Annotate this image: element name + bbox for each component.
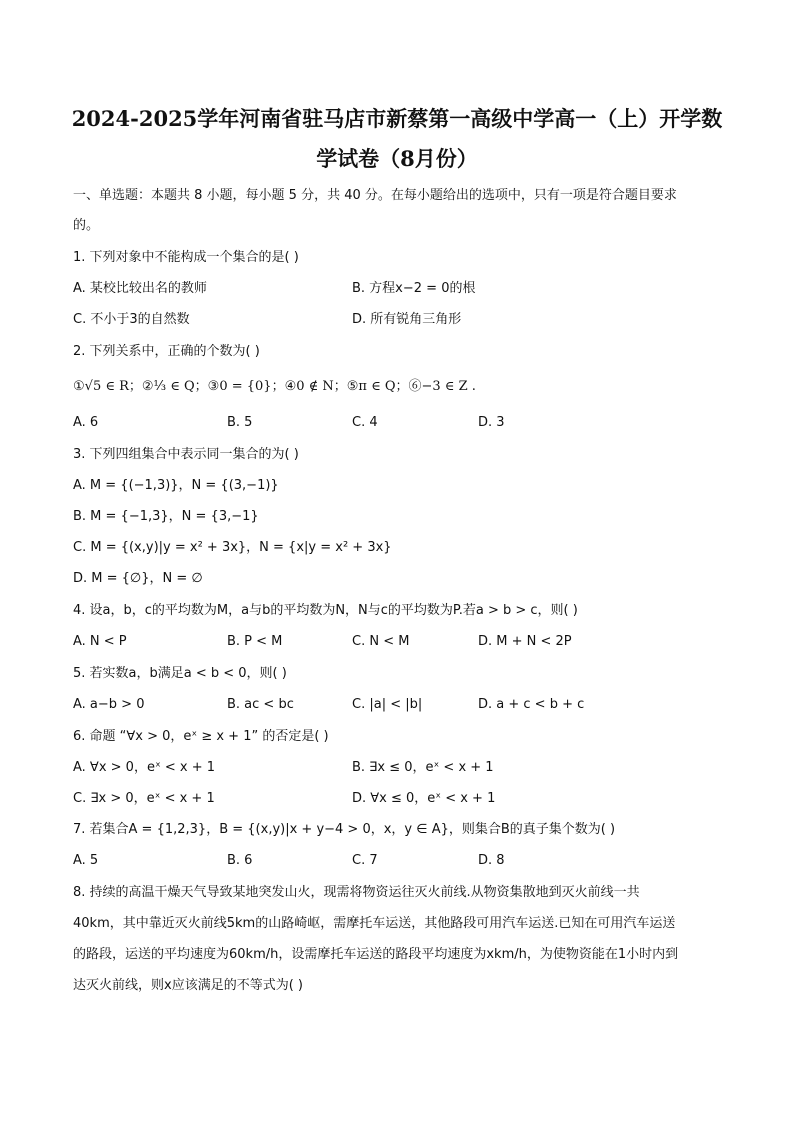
question-7-stem: 7. 若集合A = {1,2,3}，B = {(x,y)|x + y−4 > 0，x，y ∈ A}，则集合B的真子集个数为( ) bbox=[73, 822, 616, 837]
question-5-option-c: C. |a| < |b| bbox=[352, 697, 423, 712]
question-4-option-a: A. N < P bbox=[73, 634, 127, 649]
question-1-stem: 1. 下列对象中不能构成一个集合的是( ) bbox=[73, 250, 299, 265]
question-4-option-c: C. N < M bbox=[352, 634, 410, 649]
question-3-stem: 3. 下列四组集合中表示同一集合的为( ) bbox=[73, 447, 299, 462]
question-1-option-d: D. 所有锐角三角形 bbox=[352, 312, 462, 327]
question-2-option-a: A. 6 bbox=[73, 415, 99, 430]
question-6-option-d: D. ∀x ≤ 0，eˣ < x + 1 bbox=[352, 791, 496, 806]
question-1-option-a: A. 某校比较出名的教师 bbox=[73, 281, 207, 296]
question-7-option-c: C. 7 bbox=[352, 853, 378, 868]
question-1-option-c: C. 不小于3的自然数 bbox=[73, 312, 190, 327]
question-5-stem: 5. 若实数a，b满足a < b < 0，则( ) bbox=[73, 666, 287, 681]
section-instructions-line-2: 的。 bbox=[73, 218, 100, 233]
question-2-stem: 2. 下列关系中，正确的个数为( ) bbox=[73, 344, 260, 359]
question-2-option-d: D. 3 bbox=[478, 415, 505, 430]
question-3-option-b: B. M = {−1,3}，N = {3,−1} bbox=[73, 509, 259, 524]
question-2-statements: ①√5 ∈ R；②⅓ ∈ Q；③0 = {0}；④0 ∉ N；⑤π ∈ Q；⑥−3 ∈ Z . bbox=[73, 379, 476, 394]
question-7-option-a: A. 5 bbox=[73, 853, 99, 868]
question-7-option-d: D. 8 bbox=[478, 853, 505, 868]
question-8-line-2: 40km，其中靠近灭火前线5km的山路崎岖，需摩托车运送，其他路段可用汽车运送.已知在可用汽车运送 bbox=[73, 916, 676, 931]
question-4-option-d: D. M + N < 2P bbox=[478, 634, 572, 649]
question-6-option-b: B. ∃x ≤ 0，eˣ < x + 1 bbox=[352, 760, 494, 775]
question-2-option-b: B. 5 bbox=[227, 415, 253, 430]
question-5-option-d: D. a + c < b + c bbox=[478, 697, 585, 712]
question-6-option-c: C. ∃x > 0，eˣ < x + 1 bbox=[73, 791, 215, 806]
exam-title-line-1: 2024-2025学年河南省驻马店市新蔡第一高级中学高一（上）开学数 bbox=[71, 106, 723, 131]
question-1-option-b: B. 方程x−2 = 0的根 bbox=[352, 281, 476, 296]
question-8-line-4: 达灭火前线，则x应该满足的不等式为( ) bbox=[73, 978, 303, 993]
question-2-option-c: C. 4 bbox=[352, 415, 378, 430]
exam-title-line-2: 学试卷（8月份） bbox=[316, 146, 478, 171]
section-instructions-line-1: 一、单选题：本题共 8 小题，每小题 5 分，共 40 分。在每小题给出的选项中，只有一项是符合题目要求 bbox=[73, 188, 677, 203]
question-5-option-a: A. a−b > 0 bbox=[73, 697, 145, 712]
question-7-option-b: B. 6 bbox=[227, 853, 253, 868]
question-5-option-b: B. ac < bc bbox=[227, 697, 294, 712]
question-4-stem: 4. 设a，b，c的平均数为M，a与b的平均数为N，N与c的平均数为P.若a > b > c，则( ) bbox=[73, 603, 578, 618]
question-6-option-a: A. ∀x > 0，eˣ < x + 1 bbox=[73, 760, 215, 775]
question-8-line-1: 8. 持续的高温干燥天气导致某地突发山火，现需将物资运往灭火前线.从物资集散地到灭火前线一共 bbox=[73, 885, 640, 900]
question-8-line-3: 的路段，运送的平均速度为60km/h，设需摩托车运送的路段平均速度为xkm/h，为使物资能在1小时内到 bbox=[73, 947, 679, 962]
question-6-stem: 6. 命题 “∀x > 0，eˣ ≥ x + 1” 的否定是( ) bbox=[73, 729, 329, 744]
question-3-option-d: D. M = {∅}，N = ∅ bbox=[73, 571, 203, 586]
question-4-option-b: B. P < M bbox=[227, 634, 283, 649]
question-3-option-c: C. M = {(x,y)|y = x² + 3x}，N = {x|y = x² + 3x} bbox=[73, 540, 392, 555]
question-3-option-a: A. M = {(−1,3)}，N = {(3,−1)} bbox=[73, 478, 279, 493]
